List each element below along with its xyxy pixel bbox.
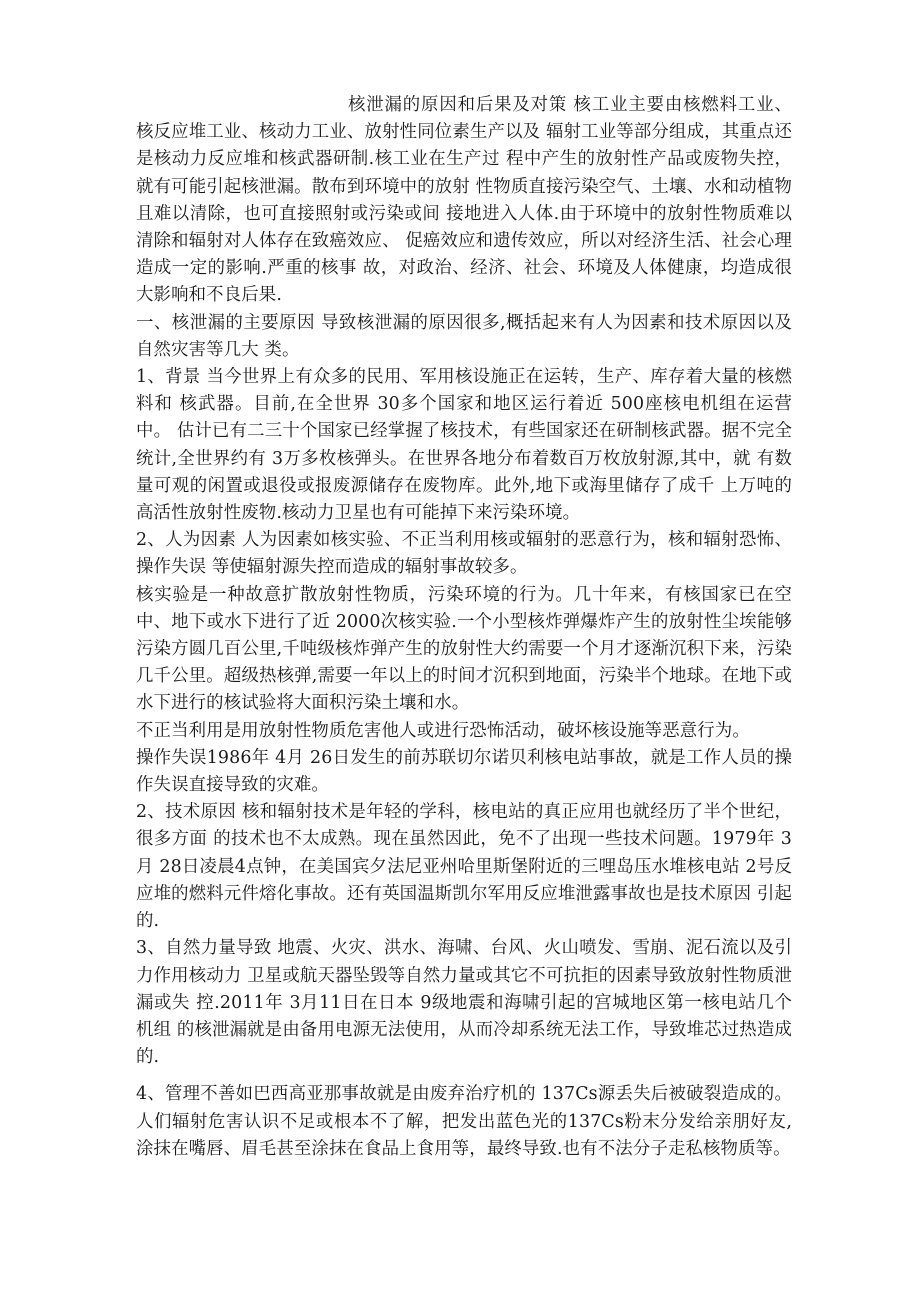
human-factors-paragraph: 2、人为因素 人为因素如核实验、不正当利用核或辐射的恶意行为，核和辐射恐怖、操作失误 等使辐射源失控而造成的辐射事故较多。: [136, 530, 792, 578]
management-paragraph: 4、管理不善如巴西高亚那事故就是由废弃治疗机的 137Cs源丢失后被破裂造成的。人们辐射危害认识不足或根本不了解，把发出蓝色光的137Cs粉末分发给亲朋好友,涂抹在嘴唇、眉毛甚至涂抹在食品上食用等，最终导致.也有不法分子走私核物质等。: [136, 1084, 792, 1159]
technical-paragraph: 2、技术原因 核和辐射技术是年轻的学科，核电站的真正应用也就经历了半个世纪，很多方面 的技术也不太成熟。现在虽然因此，免不了出现一些技术问题。1979年 3月 28日凌晨4点钟，在美国宾夕法尼亚州哈里斯堡附近的三哩岛压水堆核电站 2号反 应堆的燃料元件熔化事故。还有英国温斯凯尔军用反应堆泄露事故也是技术原因 引起的.: [136, 802, 792, 932]
misuse-paragraph: 不正当利用是用放射性物质危害他人或进行恐怖活动，破坏核设施等恶意行为。: [136, 720, 750, 741]
operation-error-paragraph: 操作失误1986年 4月 26日发生的前苏联切尔诺贝利核电站事故，就是工作人员的操作失误直接导致的灾难。: [136, 747, 792, 796]
document-body: [136, 92, 792, 1163]
section-1-heading: 一、核泄漏的主要原因 导致核泄漏的原因很多,概括起来有人为因素和技术原因以及自然灾害等几大 类。: [136, 312, 792, 360]
intro-paragraph: 核泄漏的原因和后果及对策 核工业主要由核燃料工业、核反应堆工业、核动力工业、放射性同位素生产以及 辐射工业等部分组成，其重点还是核动力反应堆和核武器研制.核工业在生产过 程中产生的放射性产品或废物失控，就有可能引起核泄漏。散布到环境中的放射 性物质直接污染空气、土壤、水和动植物且难以清除，也可直接照射或污染或间 接地进入人体.由于环境中的放射性物质难以清除和辐射对人体存在致癌效应、 促癌效应和遗传效应，所以对经济生活、社会心理造成一定的影响.严重的核事 故，对政治、经济、社会、环境及人体健康，均造成很大影响和不良后果.: [136, 95, 792, 306]
background-paragraph: 1、背景 当今世界上有众多的民用、军用核设施正在运转，生产、库存着大量的核燃料和 核武器。目前,在全世界 30多个国家和地区运行着近 500座核电机组在运营中。 估计已有二三十个国家已经掌握了核技术，有些国家还在研制核武器。据不完全 统计,全世界约有 3万多枚核弹头。在世界各地分布着数百万枚放射源,其中，就 有数量可观的闲置或退役或报废源储存在废物库。此外,地下或海里储存了成千 上万吨的高活性放射性废物.核动力卫星也有可能掉下来污染环境。: [136, 367, 792, 524]
nuclear-tests-paragraph: 核实验是一种故意扩散放射性物质，污染环境的行为。几十年来，有核国家已在空中、地下或水下进行了近 2000次核实验.一个小型核炸弹爆炸产生的放射性尘埃能够污染方圆几百公里,千吨级核炸弹产生的放射性大约需要一个月才逐渐沉积下来，污染几千公里。超级热核弹,需要一年以上的时间才沉积到地面，污染半个地球。在地下或水下进行的核试验将大面积污染土壤和水。: [136, 584, 792, 714]
natural-forces-paragraph: 3、自然力量导致 地震、火灾、洪水、海啸、台风、火山喷发、雪崩、泥石流以及引力作用核动力 卫星或航天器坠毁等自然力量或其它不可抗拒的因素导致放射性物质泄漏或失 控.2011年 3月11日在日本 9级地震和海啸引起的宫城地区第一核电站几个机组 的核泄漏就是由备用电源无法使用，从而冷却系统无法工作，导致堆芯过热造成 的.: [136, 938, 792, 1068]
